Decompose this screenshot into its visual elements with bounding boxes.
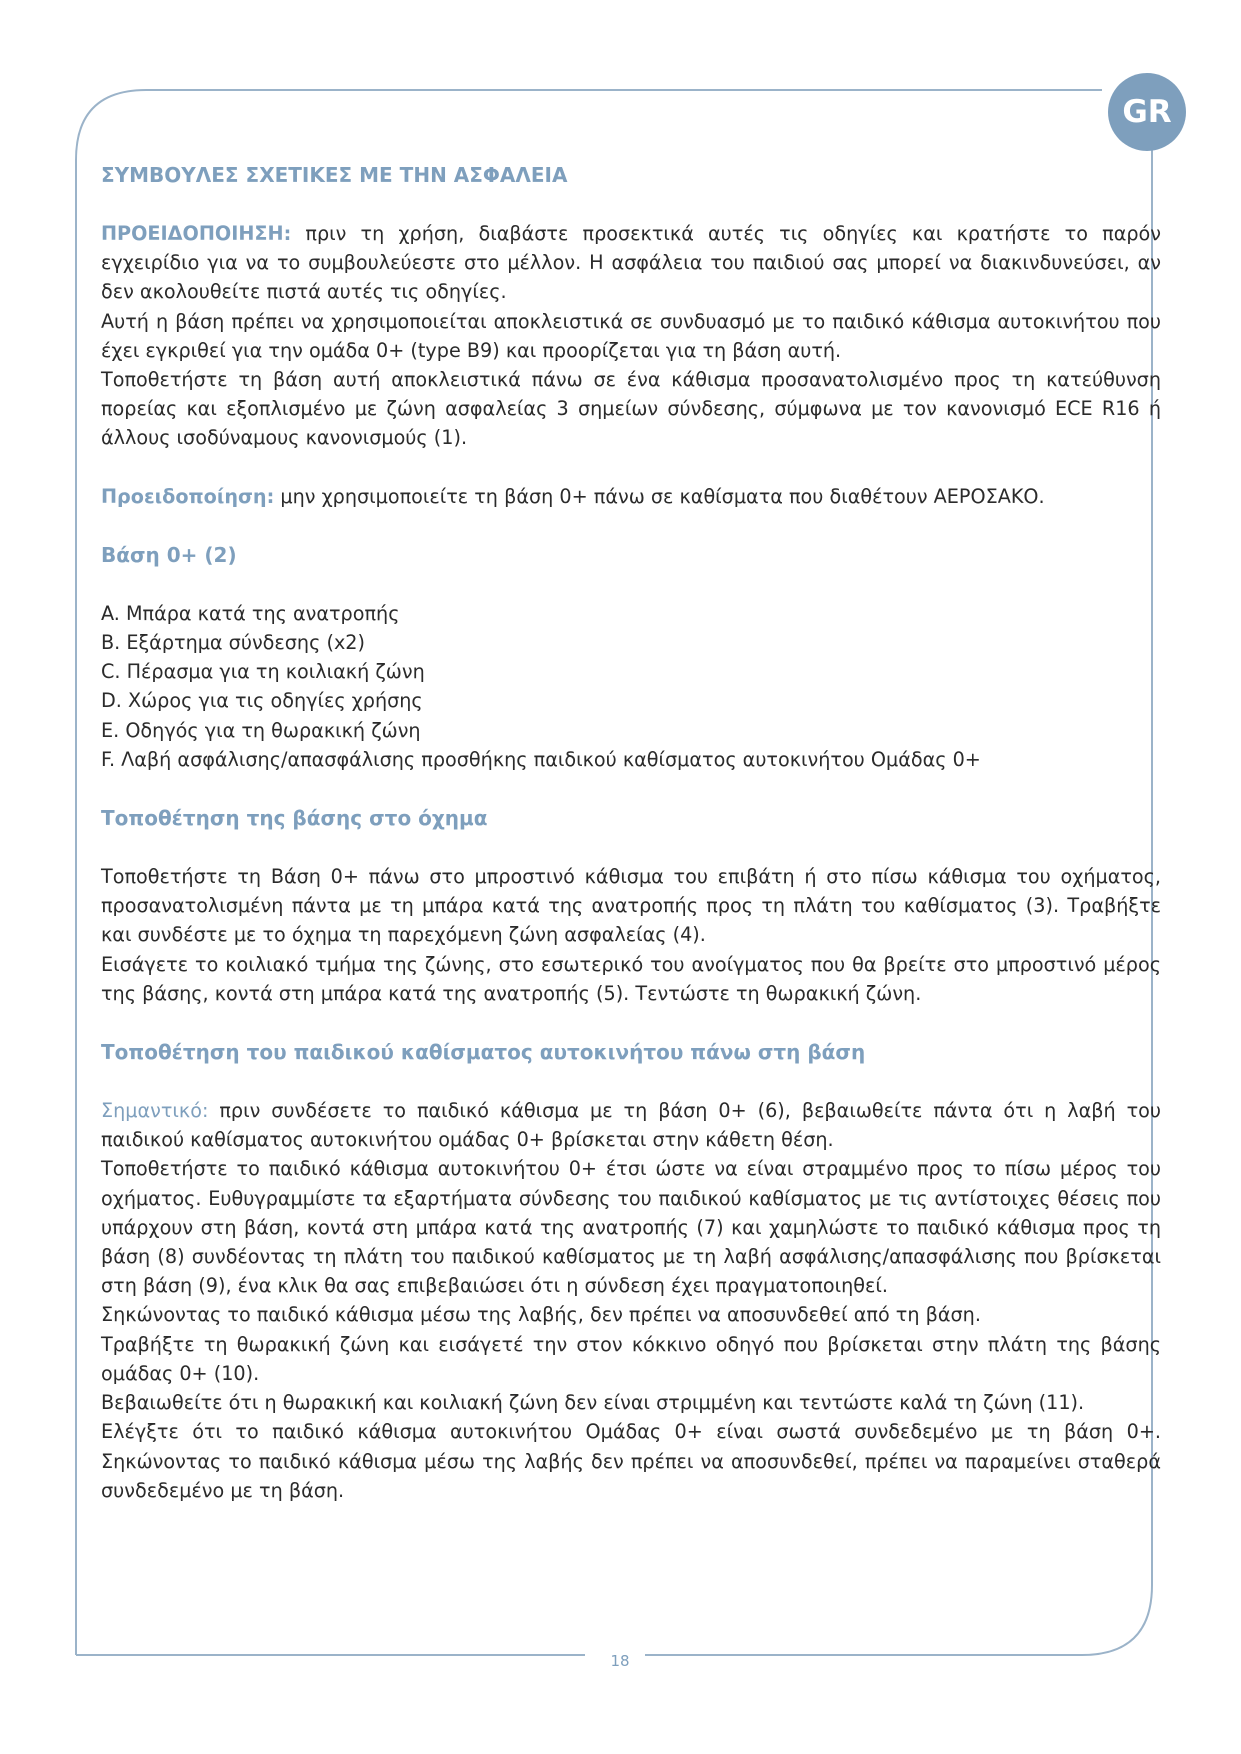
base-heading: Βάση 0+ (2)	[101, 542, 237, 567]
install-base-paragraph-1: Τοποθετήστε τη Βάση 0+ πάνω στο μπροστινό κάθισμα του επιβάτη ή στο πίσω κάθισμα του οχήματος, προσανατολισμένη πάντα με τη μπάρα κατά της ανατροπής προς τη πλάτη του καθίσματος (3). Τραβήξτε και συνδέστε με το όχημα τη παρεχόμενη ζώνη ασφαλείας (4).	[101, 865, 1161, 947]
warning-paragraph	[101, 219, 1161, 307]
language-badge: GR	[1108, 73, 1186, 151]
parts-list-item: C. Πέρασμα για τη κοιλιακή ζώνη	[101, 660, 425, 684]
install-seat-paragraph-6: Ελέγξτε ότι το παιδικό κάθισμα αυτοκινήτου Ομάδας 0+ είναι σωστά συνδεδεμένο με τη βάση 0+. Σηκώνοντας το παιδικό κάθισμα μέσω της λαβής δεν πρέπει να αποσυνδεθεί, πρέπει να παραμείνει σταθερά συνδεδεμένο με τη βάση.	[101, 1420, 1161, 1502]
install-seat-paragraph-4: Τραβήξτε τη θωρακική ζώνη και εισάγετέ την στον κόκκινο οδηγό που βρίσκεται στην πλάτη της βάσης ομάδας 0+ (10).	[101, 1332, 1161, 1385]
install-seat-paragraph-3: Σηκώνοντας το παιδικό κάθισμα μέσω της λαβής, δεν πρέπει να αποσυνδεθεί από τη βάση.	[101, 1303, 981, 1327]
page-title: ΣΥΜΒΟΥΛΕΣ ΣΧΕΤΙΚΕΣ ΜΕ ΤΗΝ ΑΣΦΑΛΕΙΑ	[101, 163, 568, 187]
airbag-text: μην χρησιμοποιείτε τη βάση 0+ πάνω σε καθίσματα που διαθέτουν ΑΕΡΟΣΑΚΟ.	[274, 484, 1045, 508]
seat-requirement-paragraph: Τοποθετήστε τη βάση αυτή αποκλειστικά πάνω σε ένα κάθισμα προσανατολισμένο προς τη κατεύθυνση πορείας και εξοπλισμένο με ζώνη ασφαλείας 3 σημείων σύνδεσης, σύμφωνα με τον κανονισμό ECE R16 ή άλλους ισοδύναμους κανονισμούς (1).	[101, 368, 1161, 450]
important-text: πριν συνδέσετε το παιδικό κάθισμα με τη βάση 0+ (6), βεβαιωθείτε πάντα ότι η λαβή του παιδικού καθίσματος αυτοκινήτου ομάδας 0+ βρίσκεται στην κάθετη θέση.	[101, 1099, 1161, 1152]
parts-list-item: B. Εξάρτημα σύνδεσης (x2)	[101, 631, 365, 655]
compatibility-paragraph: Αυτή η βάση πρέπει να χρησιμοποιείται αποκλειστικά σε συνδυασμό με το παιδικό κάθισμα αυτοκινήτου που έχει εγκριθεί για την ομάδα 0+ (type B9) και προορίζεται για τη βάση αυτή.	[101, 309, 1161, 362]
important-note	[101, 1096, 1161, 1154]
warning-text: πριν τη χρήση, διαβάστε προσεκτικά αυτές τις οδηγίες και κρατήστε το παρόν εγχειρίδιο για να το συμβουλεύεστε στο μέλλον. Η ασφάλεια του παιδιού σας μπορεί να διακινδυνεύσει, αν δεν ακολουθείτε πιστά αυτές τις οδηγίες.	[101, 222, 1161, 304]
page-number: 18	[610, 1652, 630, 1670]
parts-list-item: D. Χώρος για τις οδηγίες χρήσης	[101, 689, 423, 713]
install-seat-heading: Τοποθέτηση του παιδικού καθίσματος αυτοκινήτου πάνω στη βάση	[101, 1040, 866, 1065]
install-base-heading: Τοποθέτηση της βάσης στο όχημα	[101, 806, 488, 831]
parts-list-item: A. Μπάρα κατά της ανατροπής	[101, 601, 400, 625]
install-seat-paragraph-2: Τοποθετήστε το παιδικό κάθισμα αυτοκινήτου 0+ έτσι ώστε να είναι στραμμένο προς το πίσω μέρος του οχήματος. Ευθυγραμμίστε τα εξαρτήματα σύνδεσης του παιδικού καθίσματος με τις αντίστοιχες θέσεις που υπάρχουν στη βάση, κοντά στη μπάρα κατά της ανατροπής (7) και χαμηλώστε το παιδικό κάθισμα προς τη βάση (8) συνδέοντας τη πλάτη του παιδικού καθίσματος με τη λαβή ασφάλισης/απασφάλισης που βρίσκεται στη βάση (9), ένα κλικ θα σας επιβεβαιώσει ότι η σύνδεση έχει πραγματοποιηθεί.	[101, 1157, 1161, 1298]
airbag-label: Προειδοποίηση:	[101, 484, 275, 508]
install-base-paragraph-2: Εισάγετε το κοιλιακό τμήμα της ζώνης, στο εσωτερικό του ανοίγματος που θα βρείτε στο μπροστινό μέρος της βάσης, κοντά στη μπάρα κατά της ανατροπής (5). Τεντώστε τη θωρακική ζώνη.	[101, 952, 1161, 1005]
airbag-warning	[101, 482, 1161, 511]
install-seat-paragraph-5: Βεβαιωθείτε ότι η θωρακική και κοιλιακή ζώνη δεν είναι στριμμένη και τεντώστε καλά τη ζώνη (11).	[101, 1391, 1085, 1415]
parts-list	[101, 599, 1161, 774]
warning-label: ΠΡΟΕΙΔΟΠΟΙΗΣΗ:	[101, 222, 292, 245]
important-label: Σημαντικό:	[101, 1099, 209, 1123]
parts-list-item: E. Οδηγός για τη θωρακική ζώνη	[101, 718, 421, 742]
parts-list-item: F. Λαβή ασφάλισης/απασφάλισης προσθήκης παιδικού καθίσματος αυτοκινήτου Ομάδας 0+	[101, 747, 981, 771]
page-content	[101, 160, 1161, 1505]
